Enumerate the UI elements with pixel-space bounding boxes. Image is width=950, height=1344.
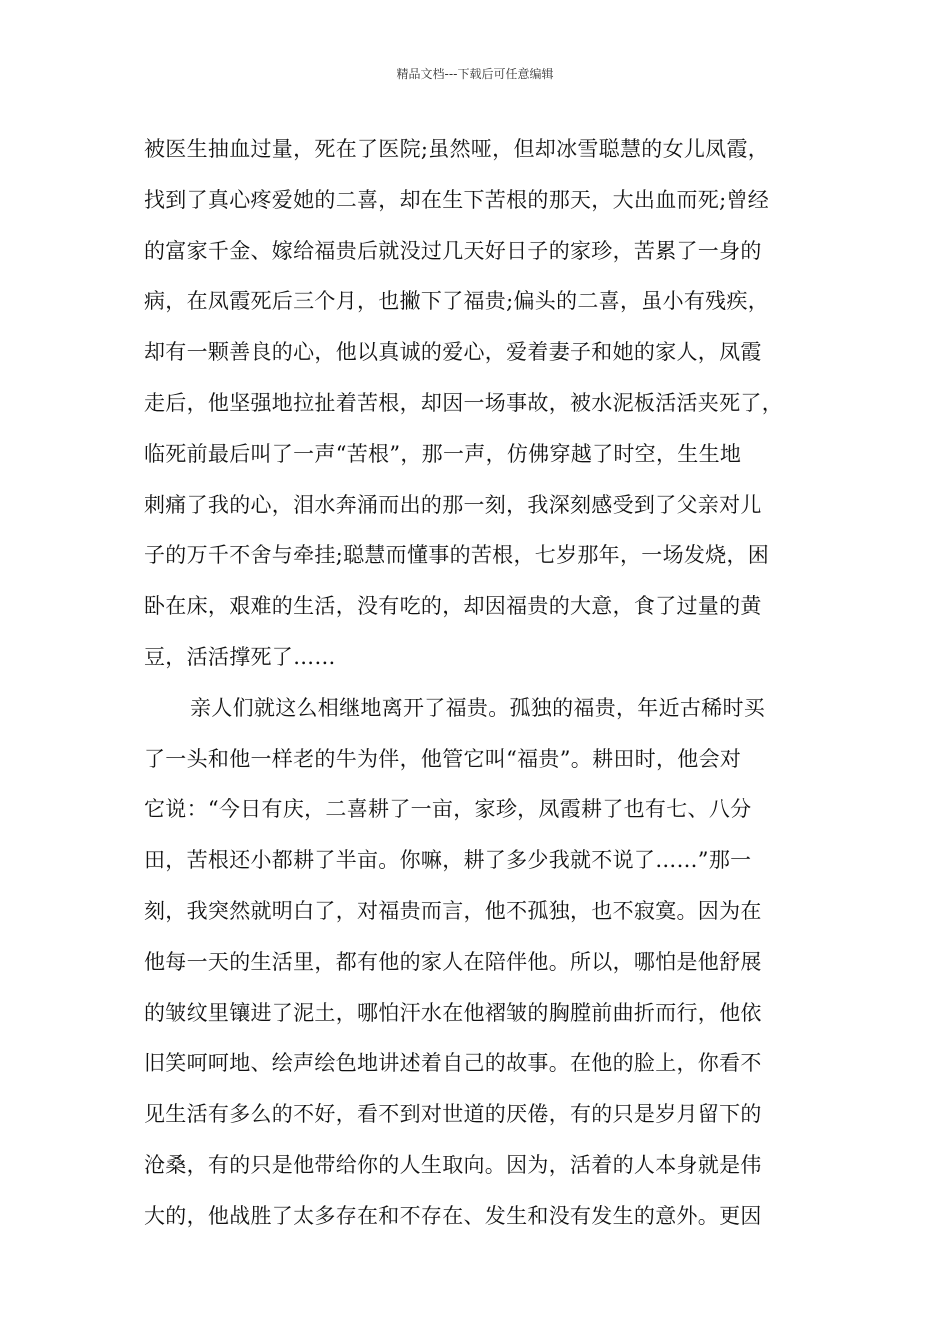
text-line: 走后，他坚强地拉扯着苦根，却因一场事故，被水泥板活活夹死了， [144,390,783,415]
text-line: 被医生抽血过量，死在了医院;虽然哑，但却冰雪聪慧的女儿凤霞， [144,137,770,161]
text-line: 的皱纹里镶进了泥土，哪怕汗水在他褶皱的胸膛前曲折而行，他依 [144,1000,762,1025]
text-line: 了一头和他一样老的牛为伴，他管它叫“福贵”。耕田时，他会对 [144,746,742,771]
text-line: 他每一天的生活里，都有他的家人在陪伴他。所以，哪怕是他舒展 [144,949,762,974]
text-line: 见生活有多么的不好，看不到对世道的厌倦，有的只是岁月留下的 [144,1102,762,1127]
text-line: 临死前最后叫了一声“苦根”，那一声，仿佛穿越了时空，生生地 [144,441,742,466]
text-line: 豆，活活撑死了…… [144,644,336,669]
body-text [144,128,824,1246]
text-line: 大的，他战胜了太多存在和不存在、发生和没有发生的意外。更因 [144,1203,762,1228]
text-line: 却有一颗善良的心，他以真诚的爱心，爱着妻子和她的家人，凤霞 [144,340,762,365]
page-header: 精品文档---下载后可任意编辑 [396,67,554,81]
text-line: 它说：“今日有庆，二喜耕了一亩，家珍，凤霞耕了也有七、八分 [144,797,752,822]
text-line: 沧桑，有的只是他带给你的人生取向。因为，活着的人本身就是伟 [144,1152,762,1177]
text-line: 刻，我突然就明白了，对福贵而言，他不孤独，也不寂寞。因为在 [144,898,762,923]
text-line: 的富家千金、嫁给福贵后就没过几天好日子的家珍，苦累了一身的 [144,238,762,263]
text-line: 病，在凤霞死后三个月，也撇下了福贵;偏头的二喜，虽小有残疾， [144,289,770,314]
text-line: 旧笑呵呵地、绘声绘色地讲述着自己的故事。在他的脸上，你看不 [144,1051,762,1076]
text-line: 找到了真心疼爱她的二喜，却在生下苦根的那天，大出血而死;曾经 [144,187,770,212]
text-line: 卧在床，艰难的生活，没有吃的，却因福贵的大意，食了过量的黄 [144,594,762,619]
text-line: 刺痛了我的心，泪水奔涌而出的那一刻，我深刻感受到了父亲对儿 [144,492,762,517]
text-line: 田，苦根还小都耕了半亩。你嘛，耕了多少我就不说了……”那一 [144,848,752,873]
paragraph-start-line: 亲人们就这么相继地离开了福贵。孤独的福贵，年近古稀时买 [190,695,766,720]
text-line: 子的万千不舍与牵挂;聪慧而懂事的苦根，七岁那年，一场发烧，困 [144,543,770,568]
